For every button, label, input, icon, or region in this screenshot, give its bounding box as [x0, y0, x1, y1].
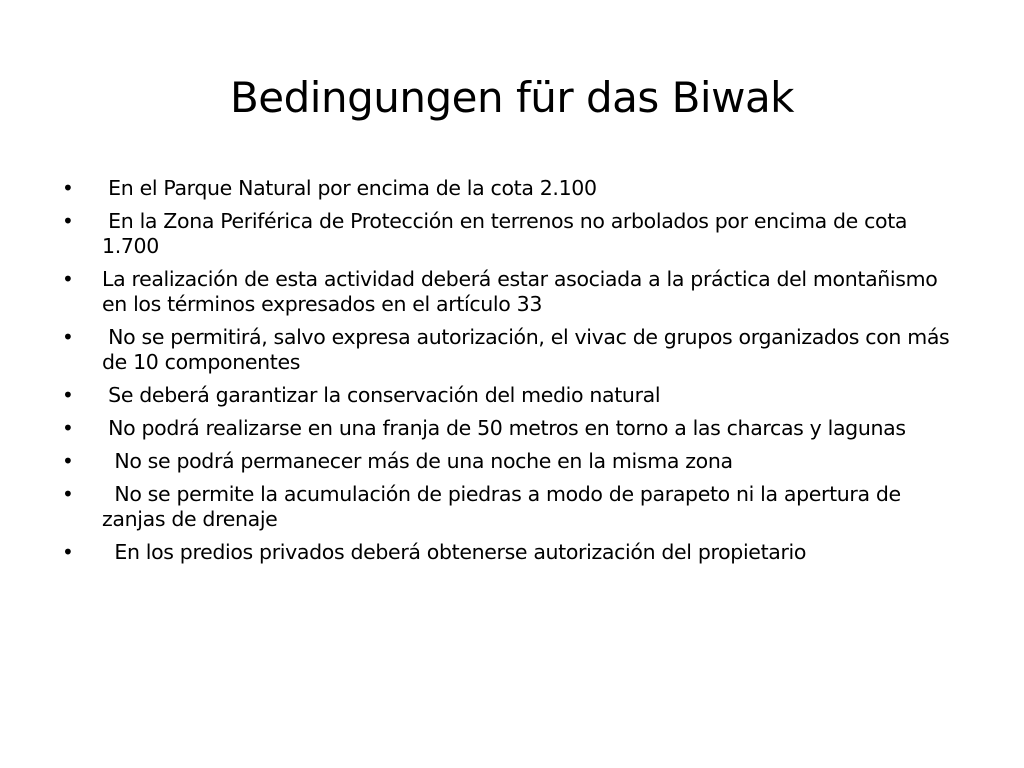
- bullet-item: [52, 325, 956, 375]
- slide-title: Bedingungen für das Biwak: [229, 73, 794, 122]
- bullet-text: No se permite la acumulación de piedras a modo de parapeto ni la apertura de zanjas de drenaje: [102, 482, 907, 531]
- bullet-point-icon: •: [62, 325, 74, 349]
- bullet-item: [52, 449, 952, 474]
- bullet-point-icon: •: [62, 416, 74, 440]
- bullet-list: [52, 176, 956, 573]
- bullet-point-icon: •: [62, 267, 74, 291]
- bullet-item: [52, 482, 952, 532]
- bullet-item: [52, 383, 952, 408]
- bullet-point-icon: •: [62, 383, 74, 407]
- bullet-item: [52, 267, 952, 317]
- bullet-text: No podrá realizarse en una franja de 50 metros en torno a las charcas y lagunas: [102, 416, 906, 440]
- bullet-item: [52, 209, 952, 259]
- bullet-item: [52, 540, 952, 565]
- bullet-text: En el Parque Natural por encima de la cota 2.100: [102, 176, 597, 200]
- bullet-text: No se permitirá, salvo expresa autorización, el vivac de grupos organizados con más de 10 componentes: [102, 325, 956, 374]
- bullet-text: En la Zona Periférica de Protección en terrenos no arbolados por encima de cota 1.700: [102, 209, 914, 258]
- bullet-point-icon: •: [62, 540, 74, 564]
- bullet-text: Se deberá garantizar la conservación del medio natural: [102, 383, 661, 407]
- bullet-point-icon: •: [62, 176, 74, 200]
- bullet-item: [52, 176, 952, 201]
- bullet-item: [52, 416, 952, 441]
- bullet-text: La realización de esta actividad deberá estar asociada a la práctica del montañismo en los términos expresados en el artículo 33: [102, 267, 944, 316]
- bullet-point-icon: •: [62, 449, 74, 473]
- bullet-text: No se podrá permanecer más de una noche en la misma zona: [102, 449, 733, 473]
- bullet-text: En los predios privados deberá obtenerse autorización del propietario: [102, 540, 807, 564]
- bullet-point-icon: •: [62, 209, 74, 233]
- bullet-point-icon: •: [62, 482, 74, 506]
